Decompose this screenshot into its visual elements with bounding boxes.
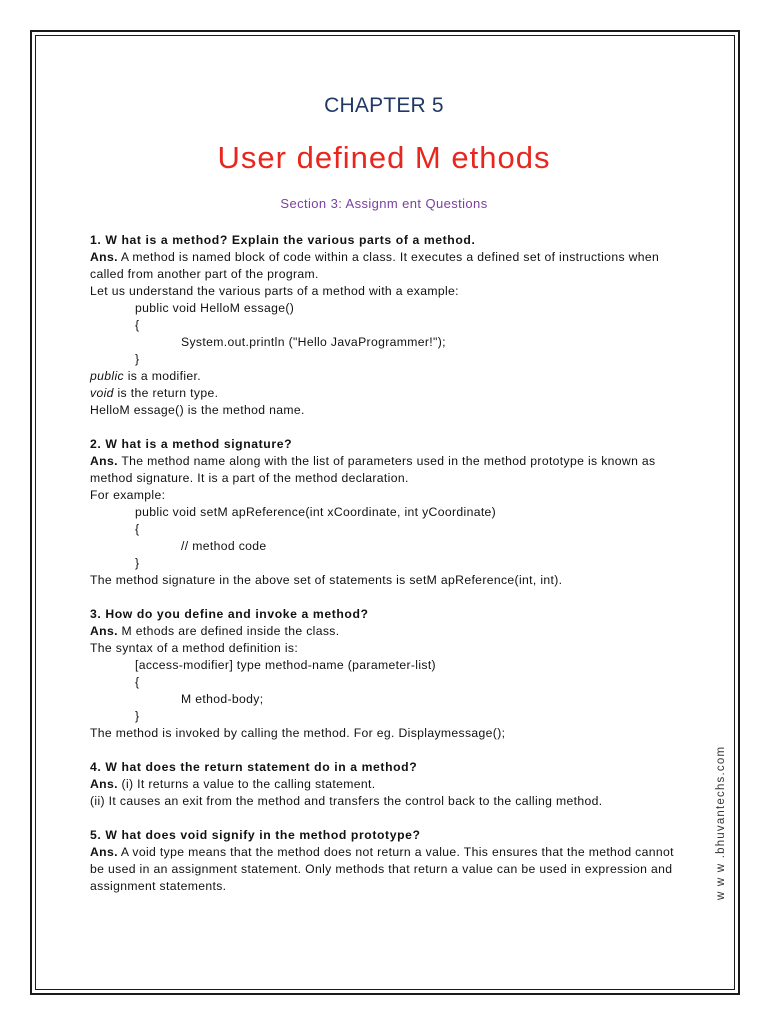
answer-text: (i) It returns a value to the calling statement. [117, 777, 376, 791]
answer-text: A method is named block of code within a class. It executes a defined set of instructions when [117, 250, 660, 264]
answer-3-line-2: The syntax of a method definition is: [90, 641, 299, 655]
question-5: 5. W hat does void signify in the method prototype? [90, 828, 421, 842]
answer-4-line-1 [90, 776, 660, 793]
answer-2-line-4: The method signature in the above set of statements is setM apReference(int, int). [90, 573, 563, 587]
code-line: System.out.println ("Hello JavaProgrammer!"); [181, 335, 446, 349]
code-line: // method code [181, 539, 267, 553]
code-line: public void setM apReference(int xCoordinate, int yCoordinate) [135, 505, 497, 519]
answer-text: M ethods are defined inside the class. [117, 624, 340, 638]
return-type-line [90, 385, 660, 402]
code-line: { [135, 675, 140, 689]
keyword-public: public [90, 369, 124, 383]
answer-5-line-2: be used in an assignment statement. Only methods that return a value can be used in expression and [90, 862, 673, 876]
question-1: 1. W hat is a method? Explain the various parts of a method. [90, 233, 476, 247]
answer-label: Ans. [90, 845, 118, 859]
section-heading: Section 3: Assignm ent Questions [280, 196, 488, 211]
answer-5-line-3: assignment statements. [90, 879, 227, 893]
method-name-line: HelloM essage() is the method name. [90, 403, 305, 417]
answer-1-line-2: called from another part of the program. [90, 267, 319, 281]
document-body [90, 232, 674, 895]
answer-label: Ans. [90, 250, 118, 264]
answer-label: Ans. [90, 777, 118, 791]
answer-4-line-2: (ii) It causes an exit from the method and transfers the control back to the calling method. [90, 794, 603, 808]
chapter-heading: CHAPTER 5 [324, 94, 444, 117]
answer-2-line-2: method signature. It is a part of the method declaration. [90, 471, 409, 485]
code-line: } [135, 556, 140, 570]
answer-2-line-1 [90, 453, 660, 470]
keyword-void: void [90, 386, 114, 400]
answer-1-line-3: Let us understand the various parts of a method with a example: [90, 284, 459, 298]
question-2: 2. W hat is a method signature? [90, 437, 293, 451]
answer-label: Ans. [90, 624, 118, 638]
answer-2-line-3: For example: [90, 488, 166, 502]
answer-3-line-3: The method is invoked by calling the method. For eg. Displaymessage(); [90, 726, 506, 740]
question-3: 3. How do you define and invoke a method? [90, 607, 369, 621]
code-line: [access-modifier] type method-name (parameter-list) [135, 658, 436, 672]
code-line: } [135, 352, 140, 366]
code-line: { [135, 318, 140, 332]
modifier-text: is a modifier. [123, 369, 202, 383]
code-line: { [135, 522, 140, 536]
answer-label: Ans. [90, 454, 118, 468]
website-watermark: w w w .bhuvantechs.com [715, 745, 727, 900]
answer-text: A void type means that the method does not return a value. This ensures that the method cannot [117, 845, 674, 859]
return-type-text: is the return type. [113, 386, 219, 400]
question-4: 4. W hat does the return statement do in a method? [90, 760, 418, 774]
code-line: M ethod-body; [181, 692, 264, 706]
code-line: public void HelloM essage() [135, 301, 295, 315]
answer-text: The method name along with the list of parameters used in the method prototype is known as [117, 454, 656, 468]
answer-3-line-1 [90, 623, 660, 640]
modifier-line [90, 368, 660, 385]
chapter-title: User defined M ethods [217, 140, 551, 175]
answer-1-line-1 [90, 249, 660, 266]
answer-5-line-1 [90, 844, 674, 861]
code-line: } [135, 709, 140, 723]
